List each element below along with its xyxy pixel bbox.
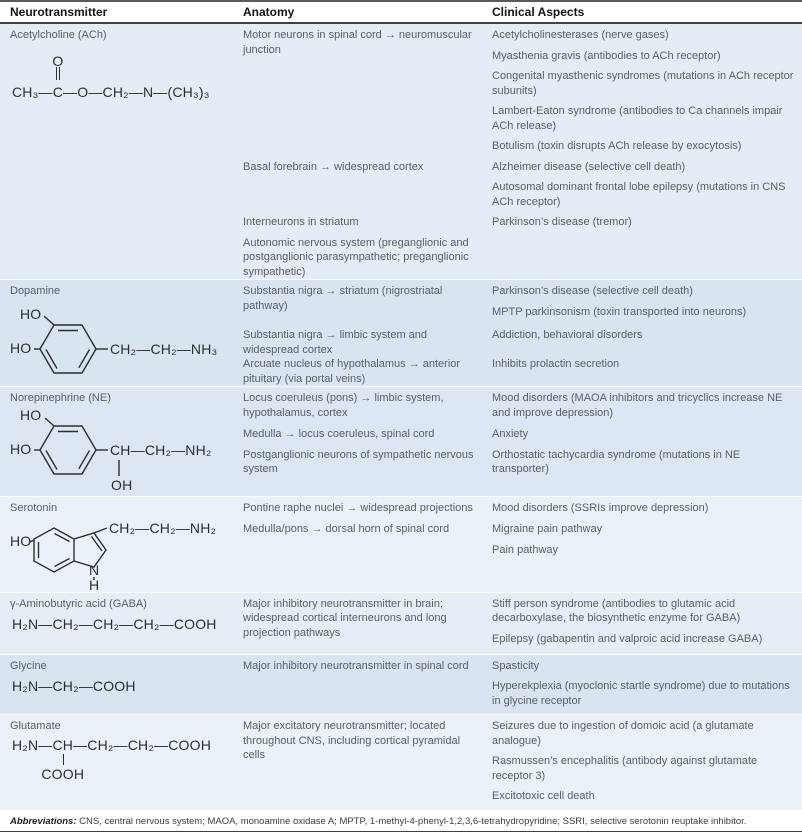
neurotransmitter-name: Glycine [10,659,47,672]
clinical-item: Congenital myasthenic syndromes (mutations in ACh receptor subunits) [492,70,794,97]
anatomy-text: Substantia nigra → striatum (nigrostriatal pathway) [243,285,443,312]
clinical-item: Rasmussen’s encephalitis (antibody against glutamate receptor 3) [492,755,758,782]
table-header [0,0,802,24]
hydroxyl-label: HO [20,406,42,423]
table-row-acetylcholine [0,24,802,280]
clinical-item: Orthostatic tachycardia syndrome (mutations in NE transporter) [492,448,741,476]
anatomy-clinical-group [243,357,802,386]
neurotransmitter-name: Acetylcholine (ACh) [10,29,107,41]
anatomy-clinical-group [243,659,802,715]
table-row-glycine [0,655,802,716]
anatomy-text: Autonomic nervous system (preganglionic and postganglionic parasympathetic; preganglionic sympathetic) [243,236,469,278]
formula-segment: C [52,84,64,101]
anatomy-text: Major inhibitory neurotransmitter in brain; widespread cortical interneurons and long projection pathways [243,597,447,639]
table-row-glutamate [0,715,802,811]
side-chain-label: CH₂—CH₂—NH₃ [110,340,218,357]
clinical-item: Excitotoxic cell death [492,790,595,803]
anatomy-clinical-group [243,501,802,522]
neurotransmitter-cell [0,501,243,591]
formula-segment: —CH₂—NH₂ [130,441,212,458]
table-row-dopamine [0,280,802,387]
anatomy-clinical-group [243,215,802,236]
anatomy-text: Locus coeruleus (pons) → limbic system, hypothalamus, cortex [243,392,444,419]
anatomy-text: Postganglionic neurons of sympathetic nervous system [243,448,474,476]
neurotransmitter-cell [0,659,243,715]
formula-segment: —CH₂—CH₂—COOH [73,737,212,754]
double-bond-mark [56,67,60,80]
chemical-structure-acetylcholine [12,53,243,101]
clinical-item: Mood disorders (SSRIs improve depression) [492,502,709,515]
anatomy-clinical-group [243,236,802,280]
clinical-item: Autosomal dominant frontal lobe epilepsy (mutations in CNS ACh receptor) [492,181,786,208]
formula-segment: CH [52,737,74,754]
anatomy-text: Medulla/pons → dorsal horn of spinal cord [243,523,450,536]
abbreviations-text: CNS, central nervous system; MAOA, monoamine oxidase A; MPTP, 1-methyl-4-phenyl-1,2,3,6-tetrahydropyridine; SSRI, selective serotonin reuptake inhibitor. [76,815,747,827]
side-chain-label [110,442,212,458]
table-row-serotonin [0,497,802,592]
anatomy-text: Substantia nigra → limbic system and widespread cortex [243,329,428,356]
neurotransmitter-name: Dopamine [10,285,61,298]
anatomy-text: Pontine raphe nuclei → widespread projections [243,502,473,515]
anatomy-text: Major excitatory neurotransmitter; located throughout CNS, including cortical pyramidal cells [243,720,461,762]
clinical-item: Hyperekplexia (myoclonic startle syndrome) due to mutations in glycine receptor [492,680,790,707]
formula-segment: H₂N— [12,737,53,754]
clinical-item: Inhibits prolactin secretion [492,358,620,371]
clinical-item: Anxiety [492,428,529,441]
anatomy-clinical-group [243,28,802,160]
anatomy-clinical-group [243,284,802,328]
formula-segment: CH [110,441,131,458]
neurotransmitter-cell [0,391,243,496]
neurotransmitter-cell [0,28,243,279]
anatomy-text: Medulla → locus coeruleus, spinal cord [243,428,435,441]
chemical-structure-norepinephrine [10,408,240,496]
chemical-structure-dopamine [10,301,240,379]
clinical-item: Parkinson’s disease (tremor) [492,216,632,229]
anatomy-text: Major inhibitory neurotransmitter in spinal cord [243,659,469,672]
table-row-norepinephrine [0,387,802,497]
clinical-item: Seizures due to ingestion of domoic acid (a glutamate analogue) [492,720,754,747]
single-bond-mark [63,754,64,765]
clinical-item: Parkinson’s disease (selective cell death) [492,285,693,298]
neurotransmitter-name: Glutamate [10,720,61,733]
formula-atom-below: COOH [41,766,85,783]
hydroxyl-label: HO [10,339,32,356]
clinical-item: MPTP parkinsonism (toxin transported into neurons) [492,305,747,318]
abbreviations-note [0,811,802,832]
clinical-item: Epilepsy (gabapentin and valproic acid increase GABA) [492,632,763,645]
nitrogen-label: N [89,561,100,578]
hydroxyl-label: HO [10,532,32,549]
clinical-item: Pain pathway [492,543,559,556]
column-header-neurotransmitter: Neurotransmitter [10,5,108,19]
anatomy-clinical-group [243,719,802,810]
formula-segment: —O—CH₂—N—(CH₃)₃ [63,84,210,101]
anatomy-clinical-group [243,427,802,448]
clinical-item: Migraine pain pathway [492,523,603,536]
hydroxyl-label: OH [111,476,133,493]
abbreviations-label: Abbreviations: [10,815,77,827]
column-header-clinical-aspects: Clinical Aspects [492,5,585,19]
neurotransmitter-cell [0,597,243,654]
chemical-structure-glutamate [12,737,243,787]
anatomy-clinical-group [243,448,802,483]
anatomy-clinical-group [243,522,802,563]
clinical-item: Acetylcholinesterases (nerve gases) [492,29,669,41]
anatomy-text: Motor neurons in spinal cord → neuromuscular junction [243,29,472,56]
clinical-item: Lambert-Eaton syndrome (antibodies to Ca channels impair ACh release) [492,105,783,132]
clinical-item: Addiction, behavioral disorders [492,329,643,342]
hydroxyl-label: HO [10,440,32,457]
hydrogen-label: H [89,576,100,593]
neurotransmitter-cell [0,719,243,810]
side-chain-label: CH₂—CH₂—NH₂ [109,519,217,536]
neurotransmitter-name: Serotonin [10,502,58,515]
anatomy-clinical-group [243,160,802,216]
anatomy-clinical-group [243,328,802,357]
formula-segment: CH₃— [12,84,53,101]
chemical-structure-serotonin [10,518,242,592]
chemical-structure-gaba: H₂N—CH₂—CH₂—CH₂—COOH [12,615,217,632]
anatomy-text: Arcuate nucleus of hypothalamus → anterior pituitary (via portal veins) [243,358,461,385]
neurotransmitter-name: γ-Aminobutyric acid (GABA) [10,597,147,610]
formula-atom-above: O [52,53,64,70]
table-row-gaba [0,593,802,655]
anatomy-text: Basal forebrain → widespread cortex [243,160,424,173]
chemical-structure-glycine: H₂N—CH₂—COOH [12,677,136,694]
clinical-item: Alzheimer disease (selective cell death) [492,160,686,173]
clinical-item: Myasthenia gravis (antibodies to ACh receptor) [492,49,721,62]
neurotransmitter-name: Norepinephrine (NE) [10,392,111,405]
neurotransmitter-cell [0,284,243,386]
clinical-item: Botulism (toxin disrupts ACh release by exocytosis) [492,140,742,153]
clinical-item: Mood disorders (MAOA inhibitors and tricyclics increase NE and improve depression) [492,392,783,419]
anatomy-clinical-group [243,597,802,653]
clinical-item: Stiff person syndrome (antibodies to glutamic acid decarboxylase, the biosynthetic enzyme for GABA) [492,597,741,625]
column-header-anatomy: Anatomy [243,5,295,19]
anatomy-text: Interneurons in striatum [243,216,359,229]
clinical-item: Spasticity [492,659,540,672]
anatomy-clinical-group [243,391,802,427]
hydroxyl-label: HO [20,305,42,322]
